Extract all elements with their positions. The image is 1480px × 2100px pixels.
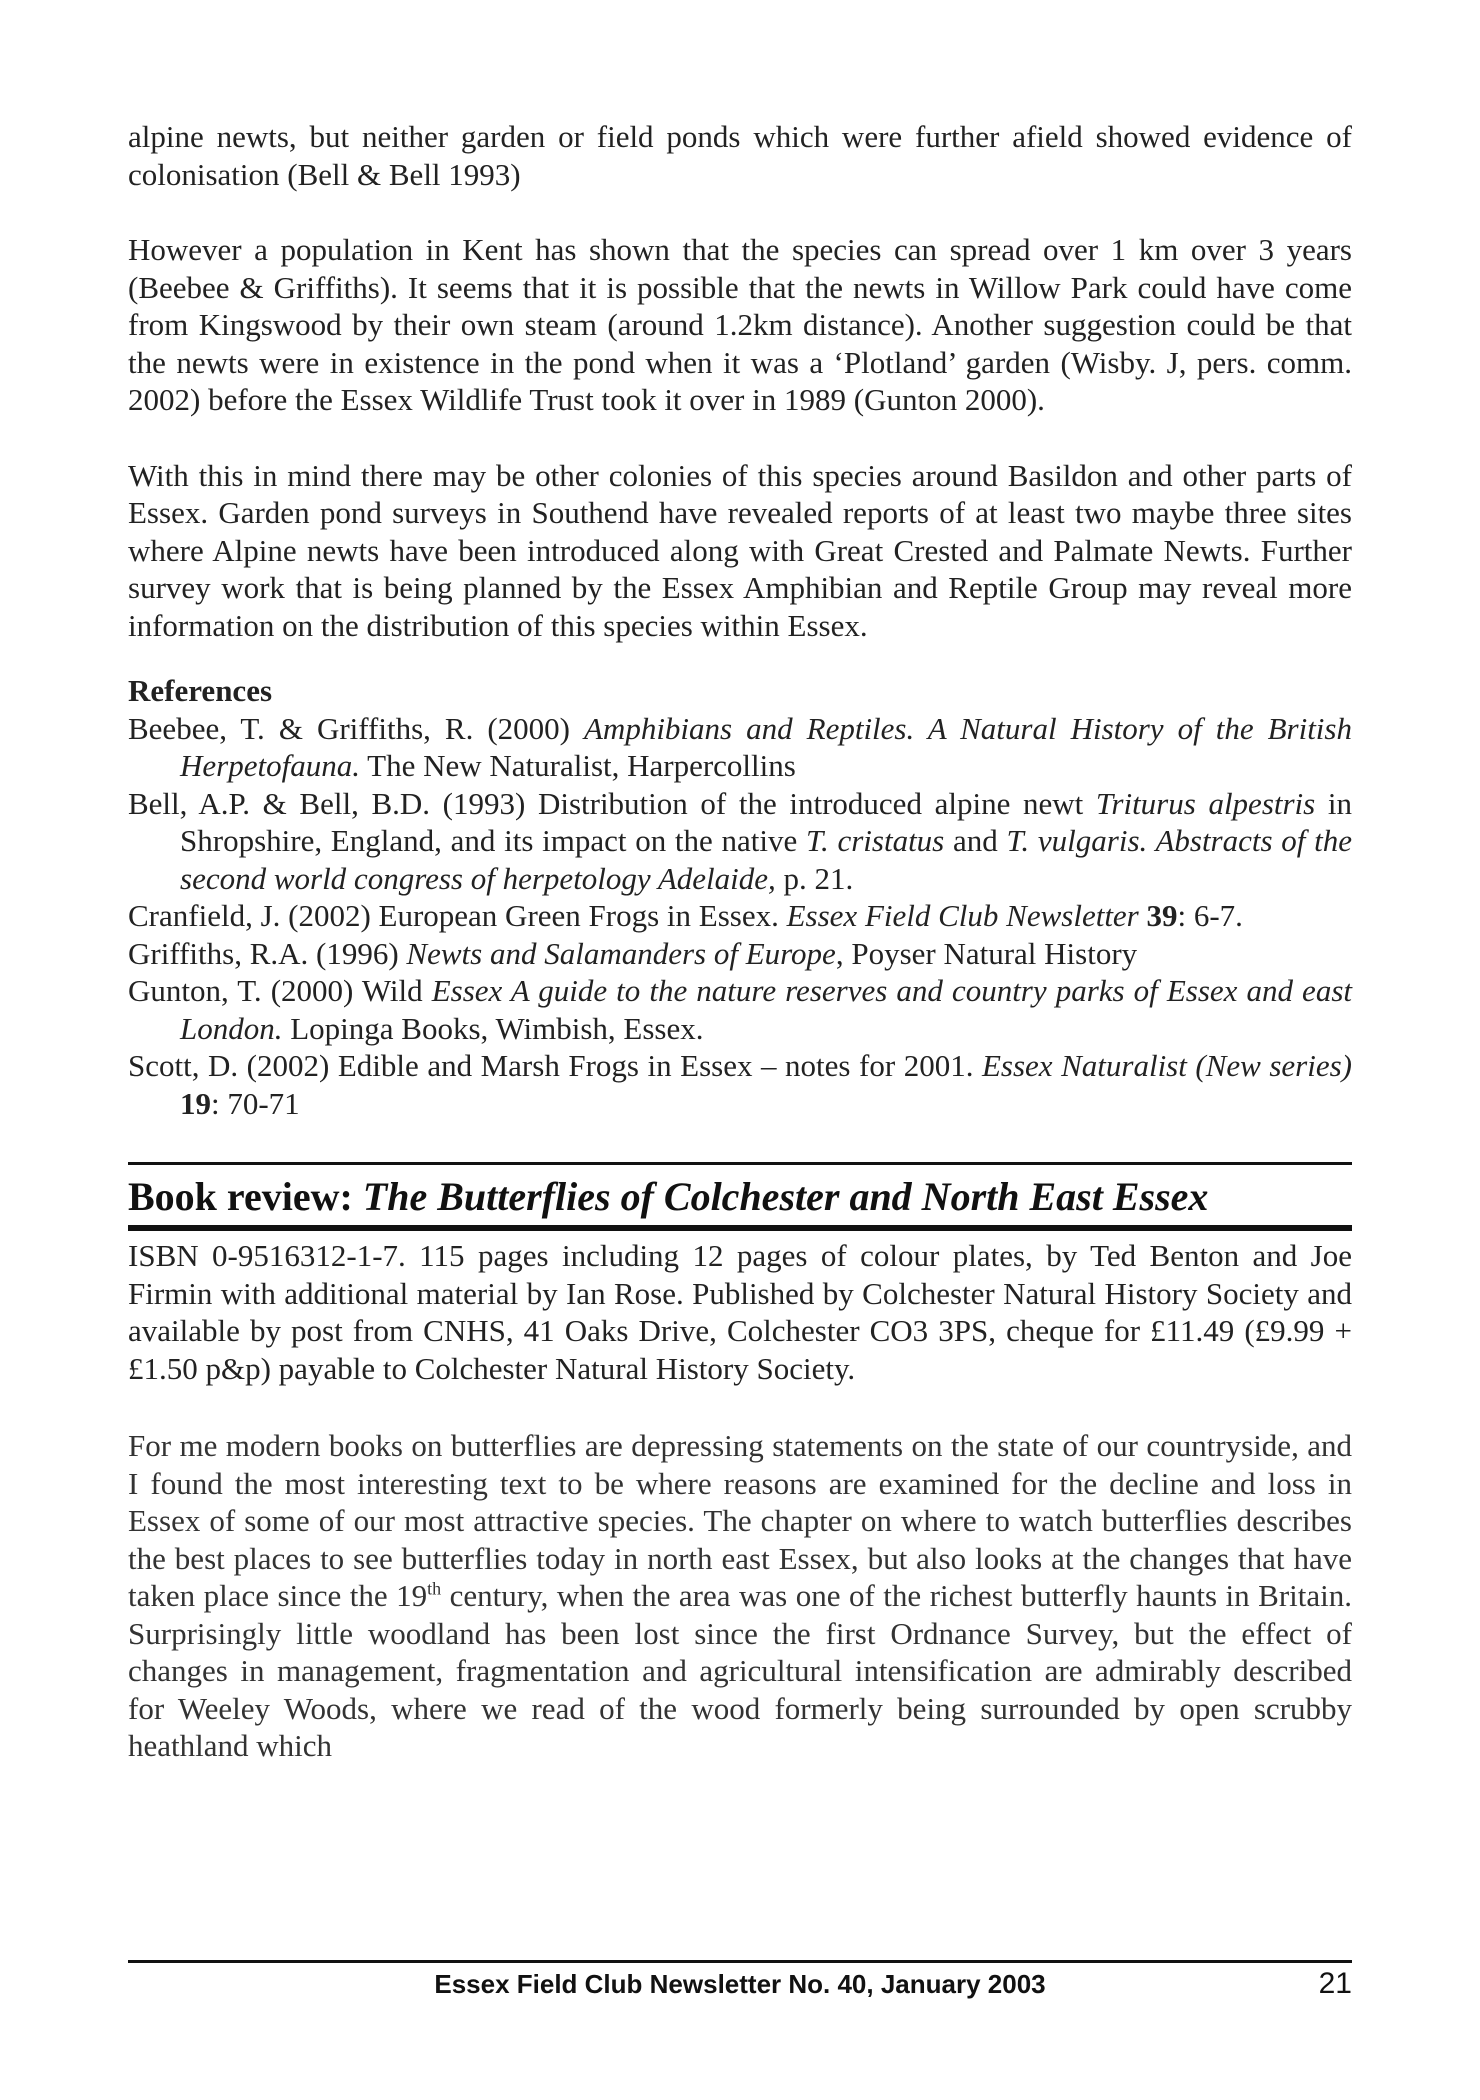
paragraph: With this in mind there may be other colonies of this species around Basildon and other parts of Essex. Garden pond surveys in Southend have revealed reports of at least two maybe three sites where Alpine newts have been introduced along with Great Crested and Palmate Newts. Further survey work that is being planned by the Essex Amphibian and Reptile Group may reveal more information on the distribution of this species within Essex.: [128, 457, 1352, 643]
reference-item: Griffiths, R.A. (1996) Newts and Salamanders of Europe, Poyser Natural History: [128, 935, 1138, 971]
footer-title: Essex Field Club Newsletter No. 40, January 2003: [434, 1969, 1046, 1999]
book-review-heading: Book review: The Butterflies of Colchester and North East Essex: [128, 1174, 1209, 1219]
paragraph: However a population in Kent has shown that the species can spread over 1 km over 3 years (Beebee & Griffiths). It seems that it is possible that the newts in Willow Park could have come from Kingswood by their own steam (around 1.2km distance). Another suggestion could be that the newts were in existence in the pond when it was a ‘Plotland’ garden (Wisby. J, pers. comm. 2002) before the Essex Wildlife Trust took it over in 1989 (Gunton 2000).: [128, 232, 1352, 417]
page-number: 21: [1318, 1967, 1352, 2000]
section-divider: [128, 1225, 1352, 1231]
reference-item: Cranfield, J. (2002) European Green Frogs in Essex. Essex Field Club Newsletter 39: 6-7.: [128, 898, 1243, 933]
references-heading: References: [128, 673, 273, 708]
reference-item: Beebee, T. & Griffiths, R. (2000) Amphibians and Reptiles. A Natural History of the British Herpetofauna. The New Naturalist, Harpercollins: [128, 710, 1352, 783]
references-section: [128, 672, 1352, 1122]
reference-item: Gunton, T. (2000) Wild Essex A guide to the nature reserves and country parks of Essex and east London. Lopinga Books, Wimbish, Essex.: [128, 973, 1352, 1046]
paragraph: alpine newts, but neither garden or field ponds which were further afield showed evidence of colonisation (Bell & Bell 1993): [128, 119, 1352, 192]
section-divider: [128, 1162, 1352, 1165]
book-details: ISBN 0-9516312-1-7. 115 pages including 12 pages of colour plates, by Ted Benton and Joe Firmin with additional material by Ian Rose. Published by Colchester Natural History Society and available by post from CNHS, 41 Oaks Drive, Colchester CO3 3PS, cheque for £11.49 (£9.99 + £1.50 p&p) payable to Colchester Natural History Society.: [128, 1238, 1352, 1386]
review-paragraph: For me modern books on butterflies are depressing statements on the state of our countryside, and I found the most interesting text to be where reasons are examined for the decline and loss in Essex of some of our most attractive species. The chapter on where to watch butterflies describes the best places to see butterflies today in north east Essex, but also looks at the changes that have taken place since the 19th century, when the area was one of the richest butterfly haunts in Britain. Surprisingly little woodland has been lost since the first Ordnance Survey, but the effect of changes in management, fragmentation and agricultural intensification are admirably described for Weeley Woods, where we read of the wood formerly being surrounded by open scrubby heathland which: [128, 1428, 1352, 1763]
page-footer: [128, 1960, 1352, 2000]
reference-item: Bell, A.P. & Bell, B.D. (1993) Distribution of the introduced alpine newt Triturus alpestris in Shropshire, England, and its impact on the native T. cristatus and T. vulgaris. Abstracts of the second world congress of herpetology Adelaide, p. 21.: [128, 785, 1353, 896]
article-body: [128, 118, 1352, 1803]
reference-item: Scott, D. (2002) Edible and Marsh Frogs in Essex – notes for 2001. Essex Naturalist (New series) 19: 70-71: [128, 1048, 1353, 1121]
